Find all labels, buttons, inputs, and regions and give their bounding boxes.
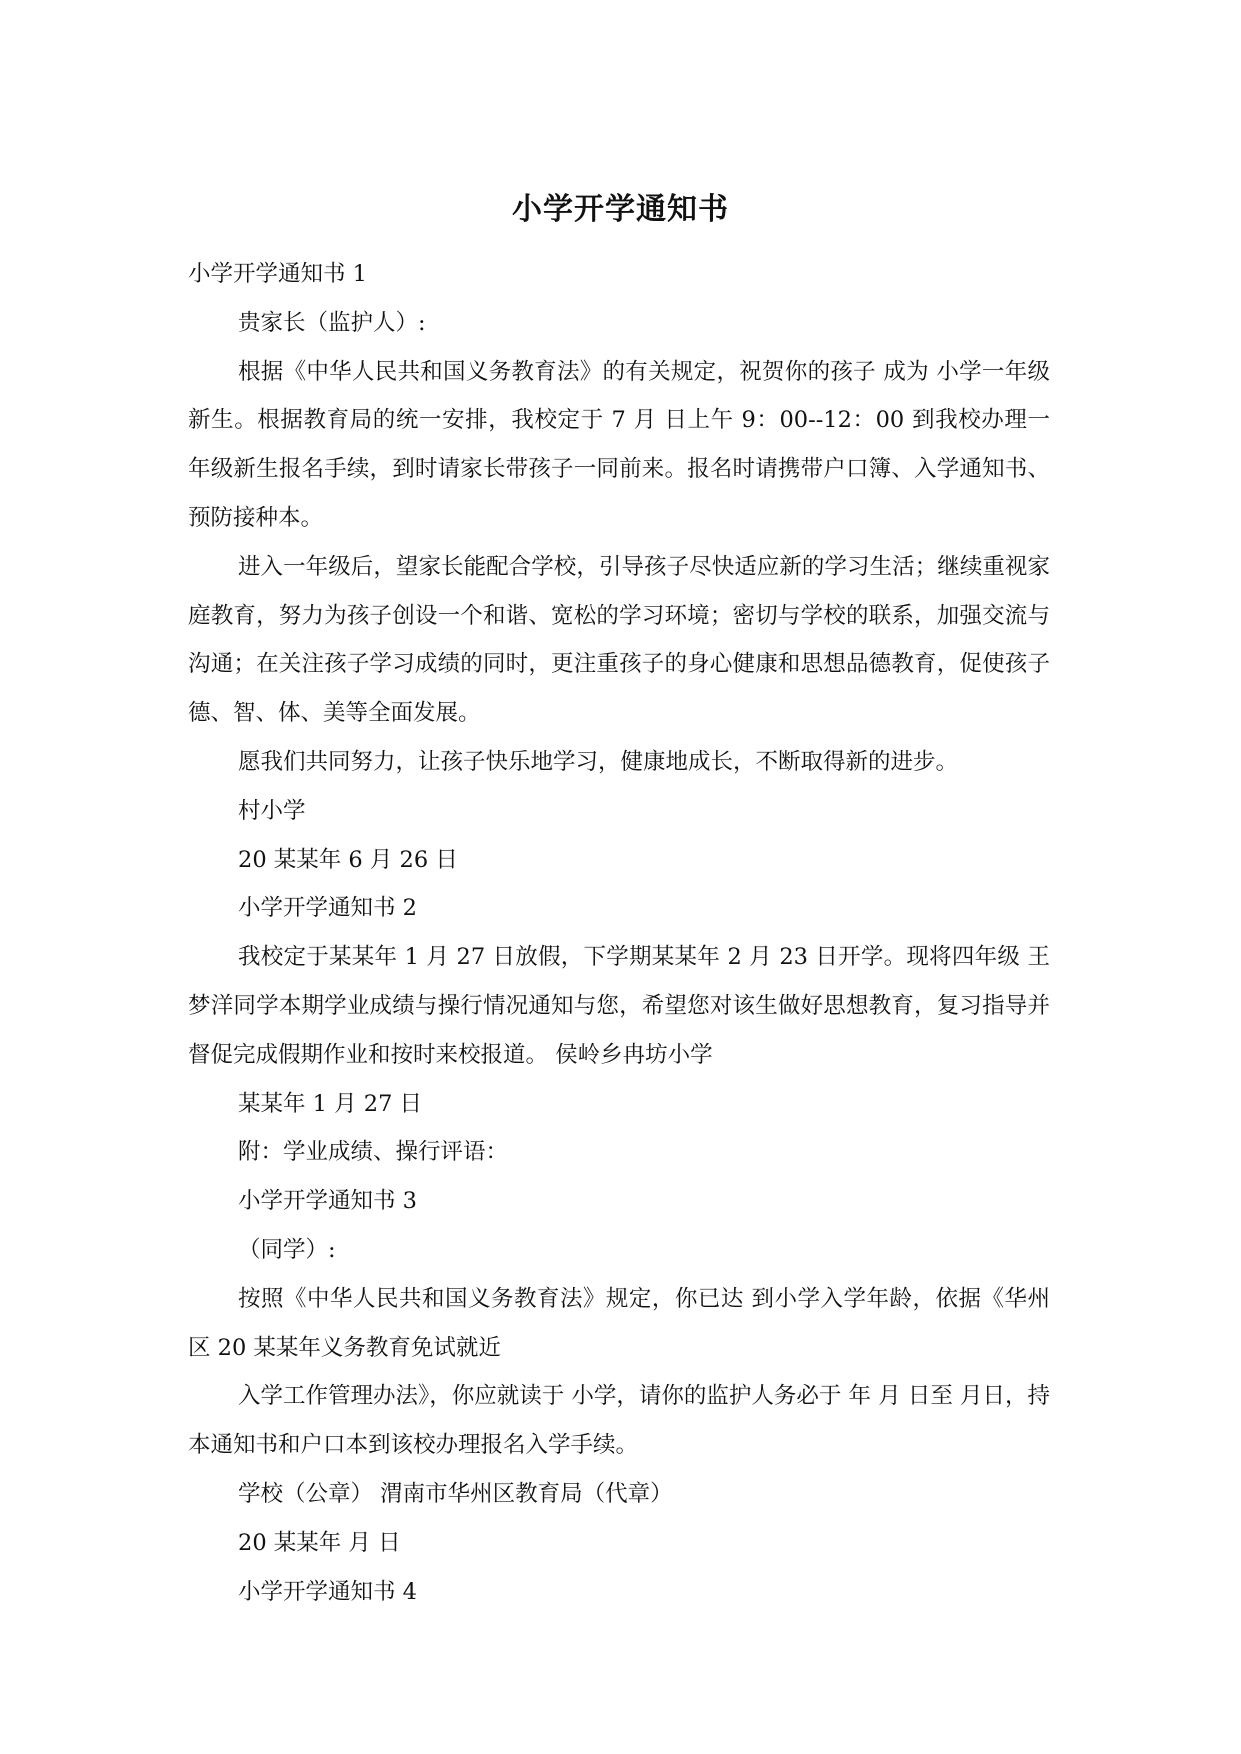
paragraph-enrollment-instructions: 入学工作管理办法》，你应就读于 小学，请你的监护人务必于 年 月 日至 月日，持本通知书和户口本到该校办理报名入学手续。 — [188, 1383, 1051, 1459]
signature-date: 20 某某年 6 月 26 日 — [238, 846, 458, 873]
signature-seals: 学校（公章） 渭南市华州区教育局（代章） — [238, 1480, 673, 1507]
signature-date-2: 某某年 1 月 27 日 — [238, 1090, 423, 1117]
signature-school: 村小学 — [238, 797, 306, 824]
document-title: 小学开学通知书 — [512, 192, 729, 227]
section-heading-4: 小学开学通知书 4 — [238, 1578, 417, 1605]
paragraph-family-education: 进入一年级后，望家长能配合学校，引导孩子尽快适应新的学习生活；继续重视家庭教育，努力为孩子创设一个和谐、宽松的学习环境；密切与学校的联系，加强交流与沟通；在关注孩子学习成绩的同时，更注重孩子的身心健康和思想品德教育，促使孩子德、智、体、美等全面发展。 — [188, 553, 1050, 727]
signature-date-3: 20 某某年 月 日 — [238, 1529, 401, 1556]
section-heading-1: 小学开学通知书 1 — [188, 261, 367, 287]
document-body — [188, 250, 1050, 1616]
paragraph-registration: 根据《中华人民共和国义务教育法》的有关规定，祝贺你的孩子 成为 小学一年级新生。根据教育局的统一安排，我校定于 7 月 日上午 9：00--12：00 到我校办理一年级新生报名手续，到时请家长带孩子一同前来。报名时请携带户口簿、入学通知书、预防接种本。 — [188, 358, 1050, 531]
salutation-parents: 贵家长（监护人）: — [238, 309, 426, 336]
attachment-note: 附：学业成绩、操行评语： — [238, 1139, 509, 1166]
section-heading-2: 小学开学通知书 2 — [238, 895, 417, 922]
paragraph-closing-wish: 愿我们共同努力，让孩子快乐地学习，健康地成长，不断取得新的进步。 — [238, 748, 959, 775]
paragraph-holiday-notice: 我校定于某某年 1 月 27 日放假，下学期某某年 2 月 23 日开学。现将四年级 王梦洋同学本期学业成绩与操行情况通知与您，希望您对该生做好思想教育，复习指导并督促完成假期作业和按时来校报道。 侯岭乡冉坊小学 — [188, 944, 1050, 1068]
paragraph-enrollment-law: 按照《中华人民共和国义务教育法》规定，你已达 到小学入学年龄，依据《华州区 20 某某年义务教育免试就近 — [188, 1285, 1050, 1361]
salutation-student: （同学）: — [238, 1236, 336, 1263]
section-heading-3: 小学开学通知书 3 — [238, 1188, 417, 1215]
